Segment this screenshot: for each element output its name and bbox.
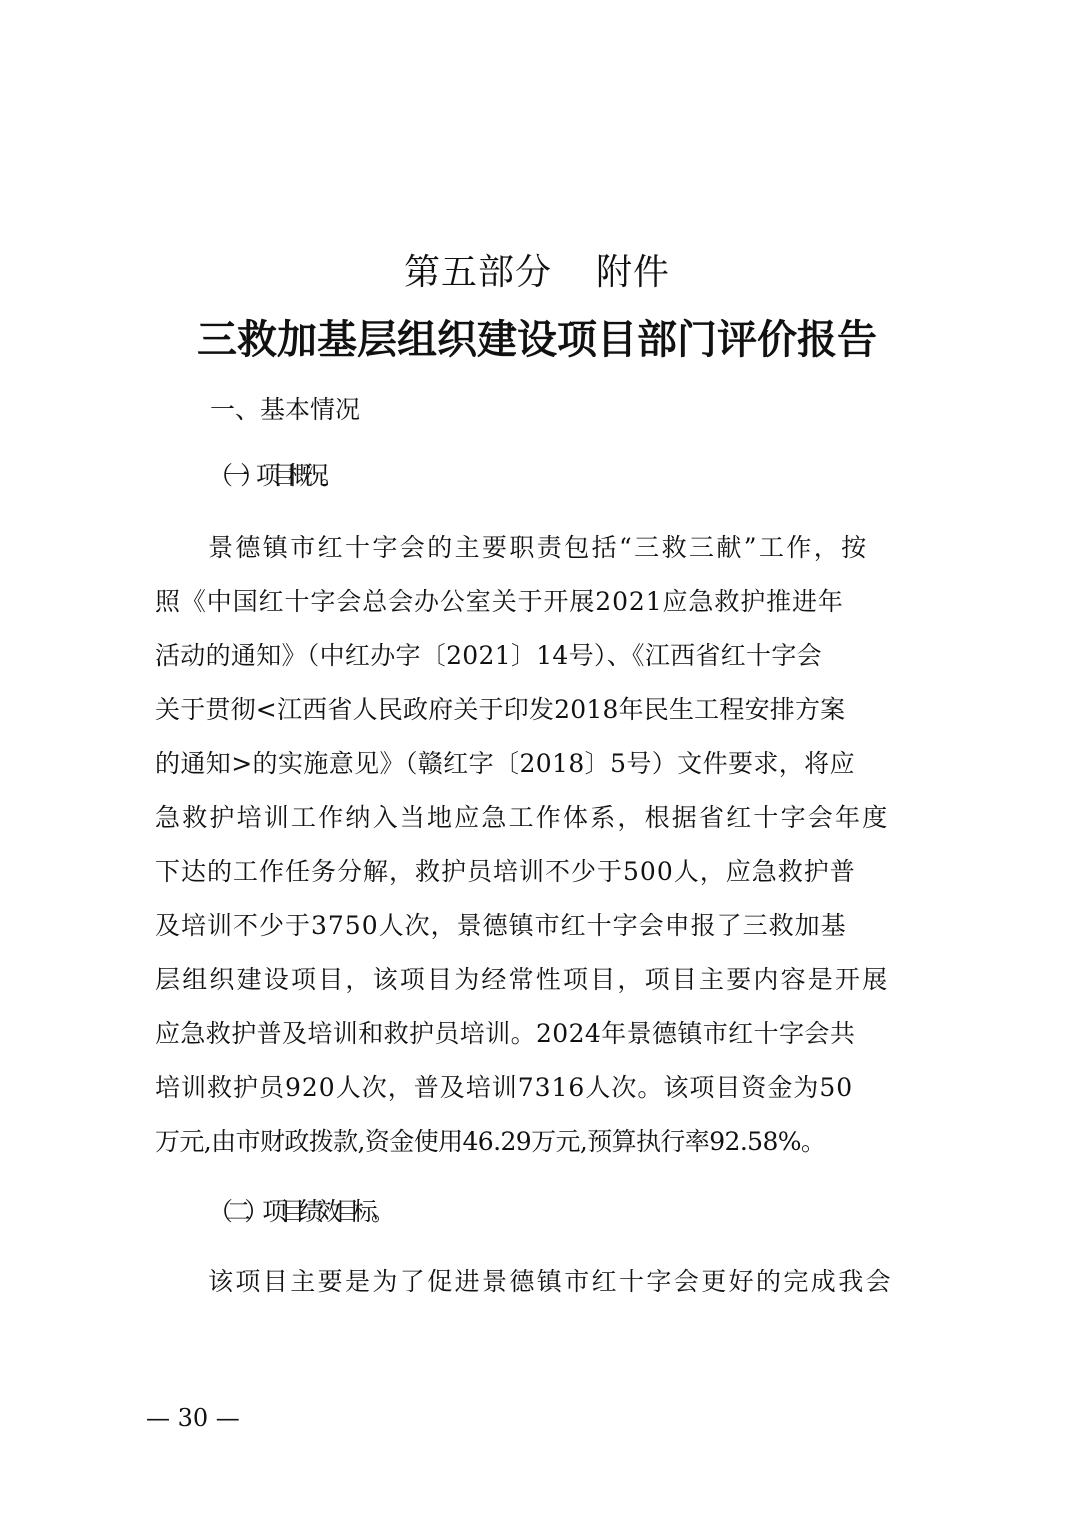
paragraph-line: 层组织建设项目，该项目为经常性项目，项目主要内容是开展 xyxy=(155,965,890,994)
part-title-right: 附件 xyxy=(596,252,671,293)
part-title xyxy=(0,248,1074,298)
paragraph-line: 下达的工作任务分解，救护员培训不少于500人，应急救护普 xyxy=(155,857,856,886)
paragraph-line: 培训救护员920人次，普及培训7316人次。该项目资金为50 xyxy=(155,1073,854,1102)
part-title-left: 第五部分 xyxy=(403,252,552,293)
paragraph-line: 的通知>的实施意见》（赣红字〔2018〕5号）文件要求，将应 xyxy=(155,749,855,778)
subsection-heading-performance-goals: （二）项目绩效目标。 xyxy=(208,1197,390,1226)
report-title: 三救加基层组织建设项目部门评价报告 xyxy=(197,317,877,363)
paragraph-line: 该项目主要是为了促进景德镇市红十字会更好的完成我会 xyxy=(208,1267,894,1296)
paragraph-line: 万元,由市财政拨款,资金使用46.29万元,预算执行率92.58%。 xyxy=(155,1127,826,1156)
paragraph-line: 关于贯彻<江西省人民政府关于印发2018年民生工程安排方案 xyxy=(155,695,846,724)
paragraph-line: 景德镇市红十字会的主要职责包括“三救三献”工作，按 xyxy=(208,533,869,562)
paragraph-line: 及培训不少于3750人次，景德镇市红十字会申报了三救加基 xyxy=(155,911,847,940)
paragraph-line: 急救护培训工作纳入当地应急工作体系，根据省红十字会年度 xyxy=(155,803,890,832)
paragraph-line: 应急救护普及培训和救护员培训。2024年景德镇市红十字会共 xyxy=(155,1019,856,1048)
paragraph-line: 活动的通知》（中红办字〔2021〕14号）、《江西省红十字会 xyxy=(155,641,822,670)
subsection-heading-project-overview: （一）项目概况。 xyxy=(208,461,336,490)
paragraph-line: 照《中国红十字会总会办公室关于开展2021应急救护推进年 xyxy=(155,587,844,616)
section-heading-basic-info: 一、基本情况 xyxy=(210,395,361,424)
page-number: — 30 — xyxy=(146,1404,240,1432)
